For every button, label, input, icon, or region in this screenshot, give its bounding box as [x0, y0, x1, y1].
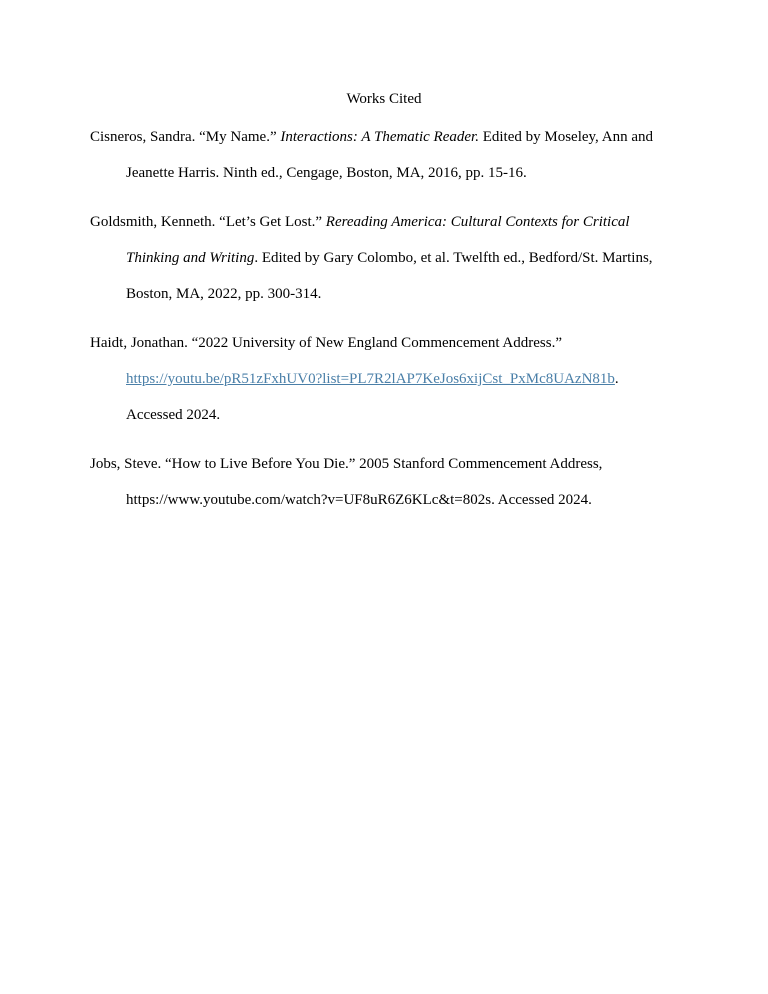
citation-source-title: Thinking and Writing	[126, 250, 255, 266]
citation-text: Edited by Moseley, Ann and	[478, 129, 653, 145]
citation-text: https://www.youtube.com/watch?v=UF8uR6Z6KLc&t=802s. Accessed 2024.	[126, 492, 592, 508]
citation-text: Jeanette Harris. Ninth ed., Cengage, Boston, MA, 2016, pp. 15-16.	[126, 165, 527, 181]
citation-text: Cisneros, Sandra. “My Name.”	[90, 129, 281, 145]
citation-link[interactable]: https://youtu.be/pR51zFxhUV0?list=PL7R2lAP7KeJos6xijCst_PxMc8UAzN81b	[126, 371, 615, 387]
page-title: Works Cited	[346, 91, 422, 107]
citation-entry	[90, 454, 680, 510]
citation-entry	[90, 333, 680, 425]
citation-line	[126, 284, 680, 304]
citation-text: .	[614, 371, 619, 387]
citation-source-title: Rereading America: Cultural Contexts for Critical	[325, 214, 630, 230]
citation-line	[126, 369, 680, 389]
citation-entry	[90, 212, 680, 304]
citation-line	[126, 490, 680, 510]
citation-entry	[90, 127, 680, 183]
citation-line	[90, 212, 680, 232]
citation-line	[90, 127, 680, 147]
citation-line	[126, 163, 680, 183]
citation-text: Boston, MA, 2022, pp. 300-314.	[126, 286, 322, 302]
citation-text: . Edited by Gary Colombo, et al. Twelfth ed., Bedford/St. Martins,	[254, 250, 653, 266]
citation-line	[90, 333, 680, 353]
citation-text: Haidt, Jonathan. “2022 University of New England Commencement Address.”	[90, 335, 562, 351]
citation-text: Accessed 2024.	[126, 407, 221, 423]
citation-line	[90, 454, 680, 474]
works-cited-list	[90, 127, 680, 539]
citation-text: Jobs, Steve. “How to Live Before You Die.” 2005 Stanford Commencement Address,	[90, 456, 603, 472]
citation-text: Goldsmith, Kenneth. “Let’s Get Lost.”	[90, 214, 326, 230]
citation-line	[126, 248, 680, 268]
citation-source-title: Interactions: A Thematic Reader.	[280, 129, 479, 145]
citation-line	[126, 405, 680, 425]
